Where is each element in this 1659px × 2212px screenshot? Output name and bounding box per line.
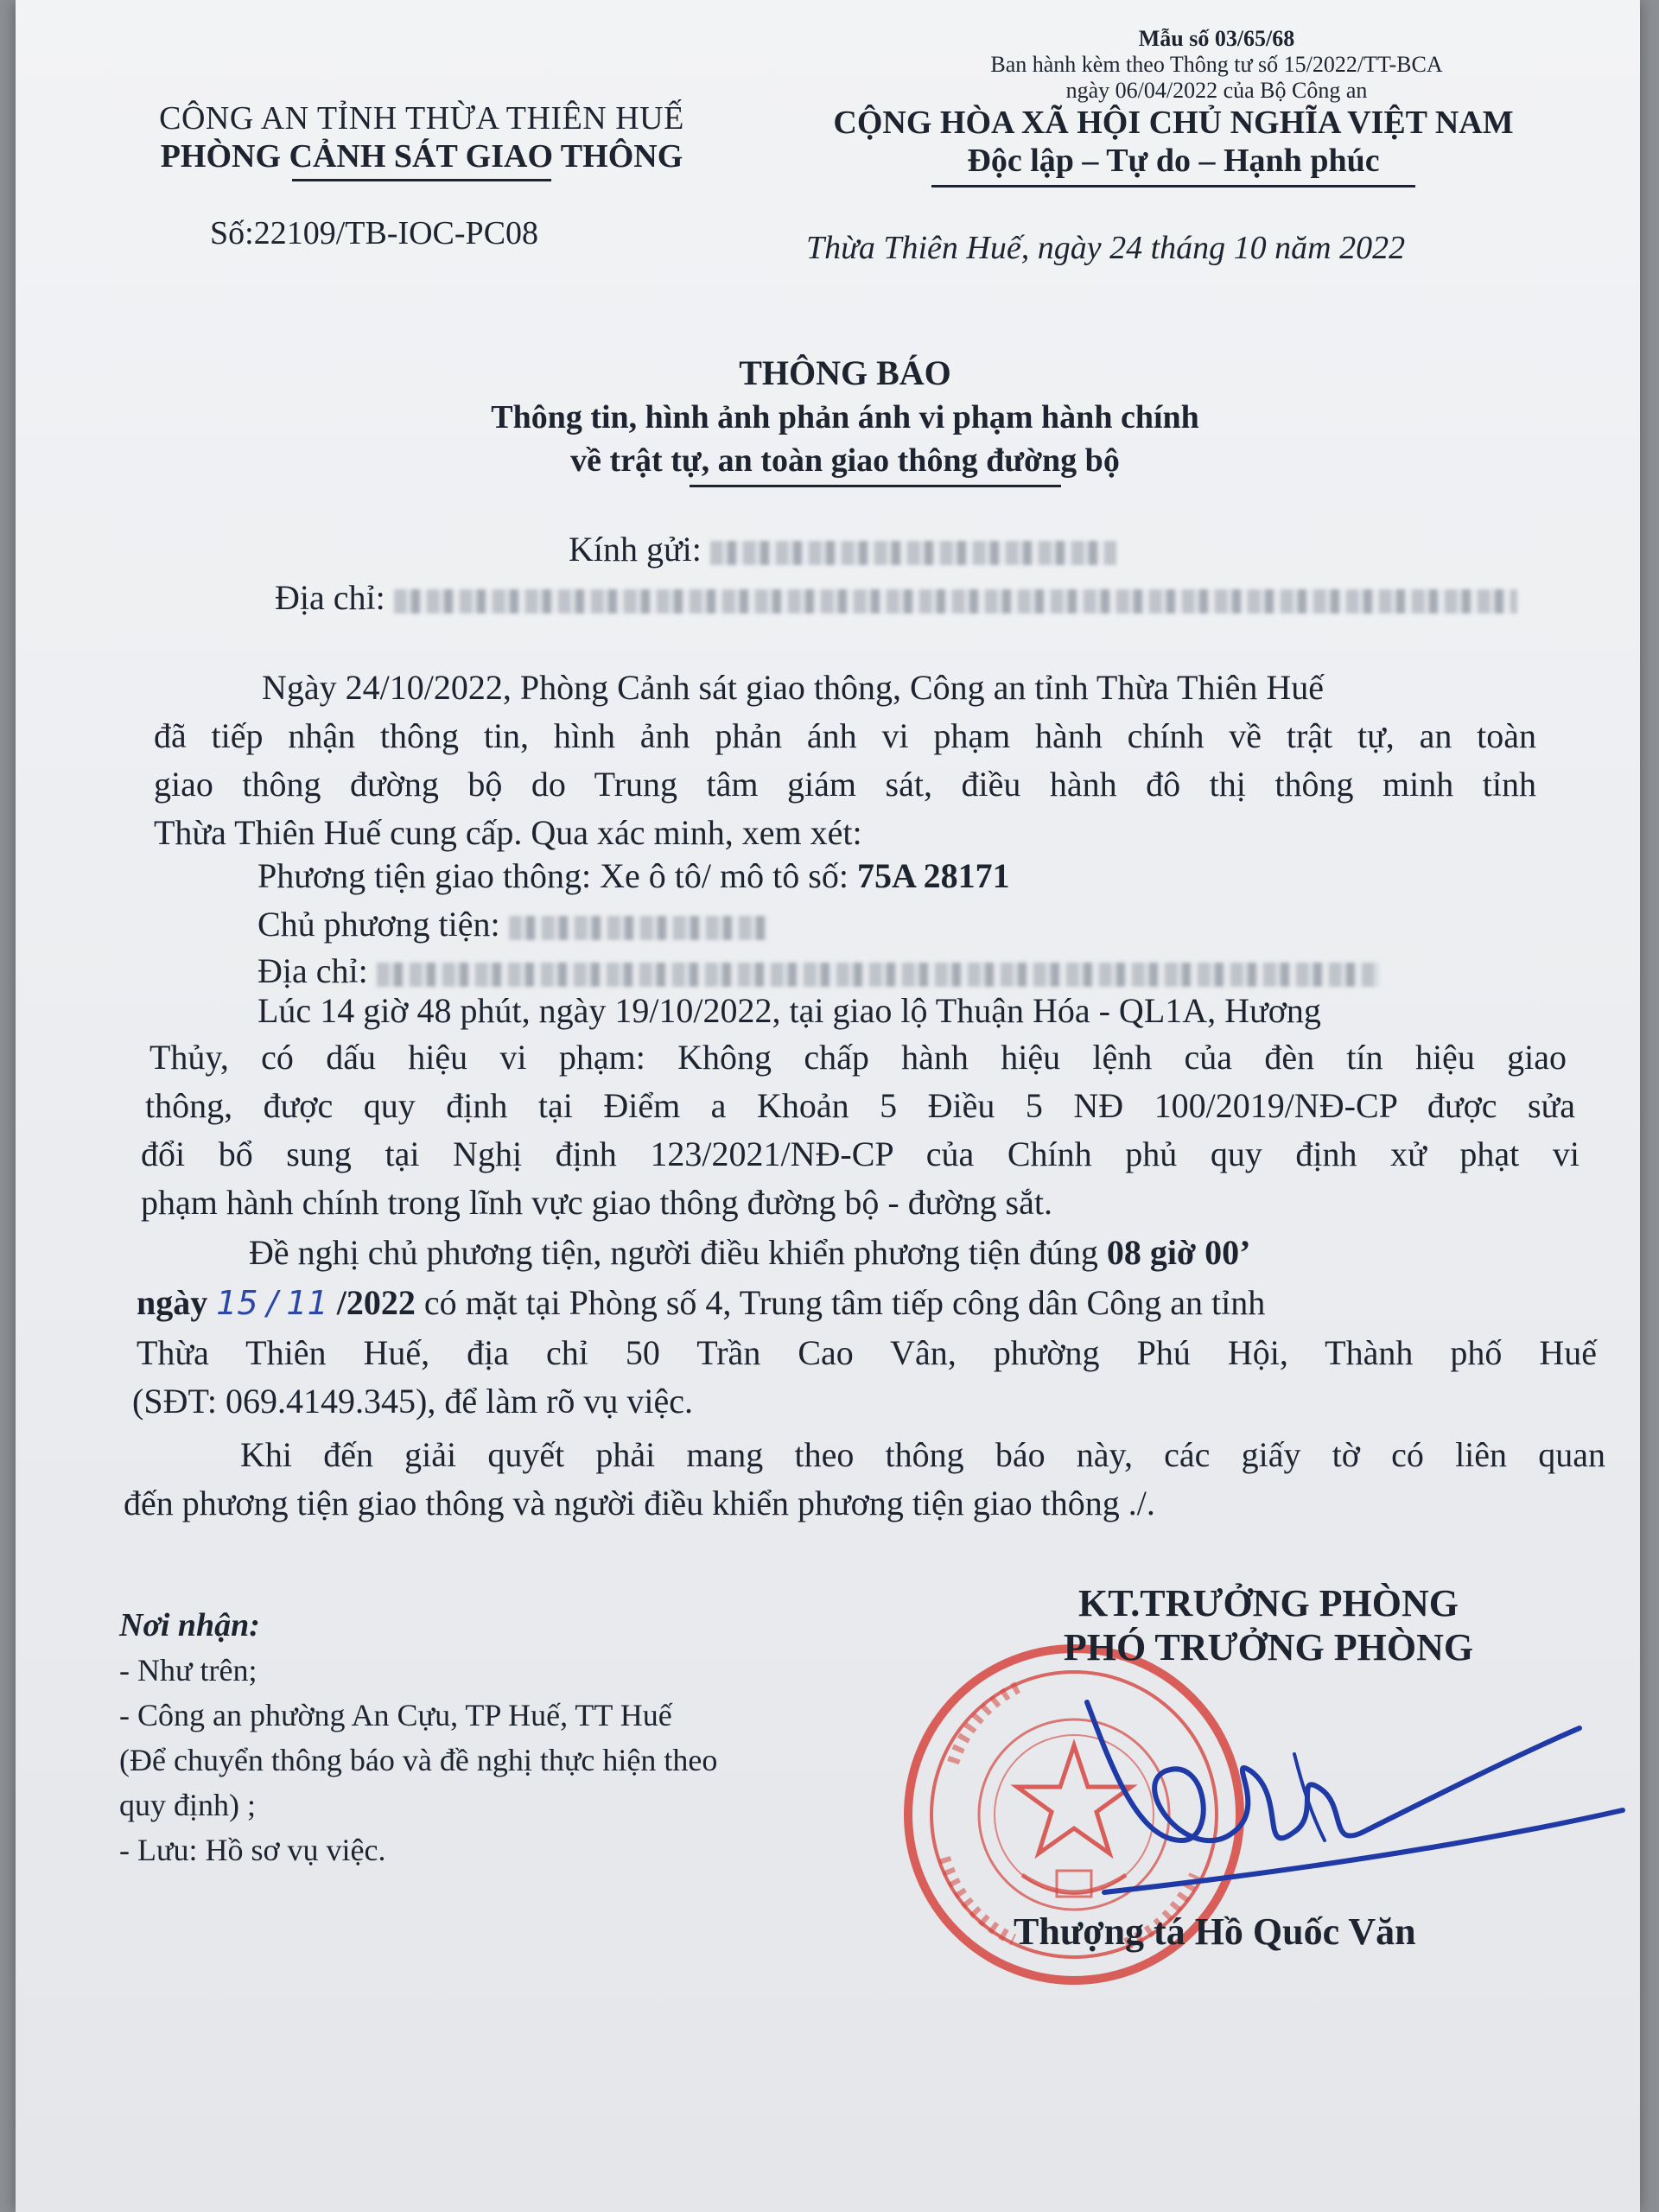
body-p3-line2-text: có mặt tại Phòng số 4, Trung tâm tiếp công dân Công an tỉnh: [423, 1283, 1266, 1322]
body-p3-line3: Thừa Thiên Huế, địa chỉ 50 Trần Cao Vân, phường Phú Hội, Thành phố Huế: [137, 1333, 1597, 1372]
issuing-agency: [93, 99, 750, 181]
signature-title-line2: PHÓ TRƯỞNG PHÒNG: [1063, 1626, 1474, 1669]
body-p2-line3: thông, được quy định tại Điểm a Khoản 5 Điều 5 NĐ 100/2019/NĐ-CP được sửa: [145, 1086, 1575, 1125]
signer-name: Thượng tá Hồ Quốc Văn: [1014, 1910, 1416, 1953]
body-p3-line4: (SĐT: 069.4149.345), để làm rõ vụ việc.: [132, 1382, 694, 1421]
title-sub-1: Thông tin, hình ảnh phản ánh vi phạm hành chính: [491, 399, 1199, 435]
title-main: THÔNG BÁO: [739, 353, 951, 392]
recipient-item: (Để chuyển thông báo và đề nghị thực hiện theo: [119, 1743, 718, 1777]
redacted-owner-address: [377, 963, 1379, 987]
body-p2-line1: Lúc 14 giờ 48 phút, ngày 19/10/2022, tại giao lộ Thuận Hóa - QL1A, Hương: [257, 991, 1321, 1030]
form-issued-with: Ban hành kèm theo Thông tư số 15/2022/TT-BCA: [990, 52, 1443, 77]
handwritten-day: 15: [216, 1284, 258, 1322]
body-p2-line5: phạm hành chính trong lĩnh vực giao thông đường bộ - đường sắt.: [141, 1183, 1052, 1222]
recipients-title: Nơi nhận:: [119, 1607, 260, 1643]
recipient-item: - Lưu: Hồ sơ vụ việc.: [119, 1833, 386, 1867]
body-p4-line1: Khi đến giải quyết phải mang theo thông báo này, các giấy tờ có liên quan: [240, 1435, 1605, 1474]
owner-line: [257, 904, 768, 944]
body-p4-line2: đến phương tiện giao thông và người điều khiển phương tiện giao thông ./.: [124, 1484, 1155, 1522]
document-number: Số:22109/TB-IOC-PC08: [210, 215, 539, 251]
recipients-block: [119, 1603, 880, 1872]
title-underline: [690, 485, 1061, 487]
document-page: [16, 0, 1640, 2212]
appointment-year: /2022: [336, 1283, 416, 1322]
form-issued-date: ngày 06/04/2022 của Bộ Công an: [1065, 78, 1368, 103]
redacted-recipient-address: [394, 589, 1517, 613]
handwritten-signature: [1035, 1668, 1640, 1927]
signature-title-line1: KT.TRƯỞNG PHÒNG: [1078, 1582, 1459, 1624]
vehicle-label: Phương tiện giao thông: Xe ô tô/ mô tô số:: [257, 856, 849, 895]
address-label: Địa chỉ:: [275, 578, 385, 617]
form-number: Mẫu số 03/65/68: [1138, 26, 1295, 51]
body-p3-line2: [137, 1282, 1265, 1323]
title-sub-2: về trật tự, an toàn giao thông đường bộ: [570, 442, 1120, 479]
body-p3-line1: [249, 1232, 1250, 1273]
owner-address-label: Địa chỉ:: [257, 951, 368, 990]
body-p1-line1: Ngày 24/10/2022, Phòng Cảnh sát giao thông, Công an tỉnh Thừa Thiên Huế: [262, 668, 1324, 707]
address-line: [275, 577, 1517, 618]
body-p2-line2: Thủy, có dấu hiệu vi phạm: Không chấp hành hiệu lệnh của đèn tín hiệu giao: [149, 1038, 1567, 1077]
place-and-date: Thừa Thiên Huế, ngày 24 tháng 10 năm 2022: [806, 230, 1406, 266]
body-p3-line1-text: Đề nghị chủ phương tiện, người điều khiển phương tiện đúng: [249, 1233, 1098, 1272]
national-header: [741, 104, 1605, 188]
agency-name: PHÒNG CẢNH SÁT GIAO THÔNG: [160, 138, 683, 175]
body-p1-line4: Thừa Thiên Huế cung cấp. Qua xác minh, xem xét:: [154, 813, 862, 852]
nation-name: CỘNG HÒA XÃ HỘI CHỦ NGHĨA VIỆT NAM: [833, 105, 1514, 141]
recipient-item: - Công an phường An Cựu, TP Huế, TT Huế: [119, 1698, 672, 1732]
handwritten-month: 11: [286, 1284, 328, 1322]
vehicle-plate: 75A 28171: [856, 856, 1010, 895]
body-p2-line4: đổi bổ sung tại Nghị định 123/2021/NĐ-CP của Chính phủ quy định xử phạt vi: [141, 1135, 1580, 1173]
signature-block: [966, 1581, 1571, 1669]
vehicle-line: [257, 855, 1010, 896]
recipient-item: quy định) ;: [119, 1788, 256, 1822]
greeting-line: [569, 529, 1116, 569]
body-p1-line2: đã tiếp nhận thông tin, hình ảnh phản ánh vi phạm hành chính về trật tự, an toàn: [154, 716, 1536, 755]
agency-parent: CÔNG AN TỈNH THỪA THIÊN HUẾ: [159, 100, 684, 137]
greeting-label: Kính gửi:: [569, 530, 702, 569]
redacted-owner-name: [509, 916, 768, 940]
appointment-time: 08 giờ 00’: [1106, 1233, 1251, 1272]
motto-underline: [931, 185, 1415, 188]
agency-underline: [292, 179, 551, 181]
national-motto: Độc lập – Tự do – Hạnh phúc: [967, 143, 1380, 179]
redacted-recipient-name: [710, 541, 1116, 565]
owner-label: Chủ phương tiện:: [257, 905, 500, 944]
owner-address-line: [257, 950, 1379, 991]
form-info: [914, 26, 1519, 104]
recipient-item: - Như trên;: [119, 1653, 257, 1688]
document-title: [318, 353, 1372, 487]
body-p1-line3: giao thông đường bộ do Trung tâm giám sát, điều hành đô thị thông minh tỉnh: [154, 765, 1536, 804]
appointment-day-label: ngày: [137, 1283, 208, 1322]
handwritten-slash: /: [266, 1284, 278, 1322]
